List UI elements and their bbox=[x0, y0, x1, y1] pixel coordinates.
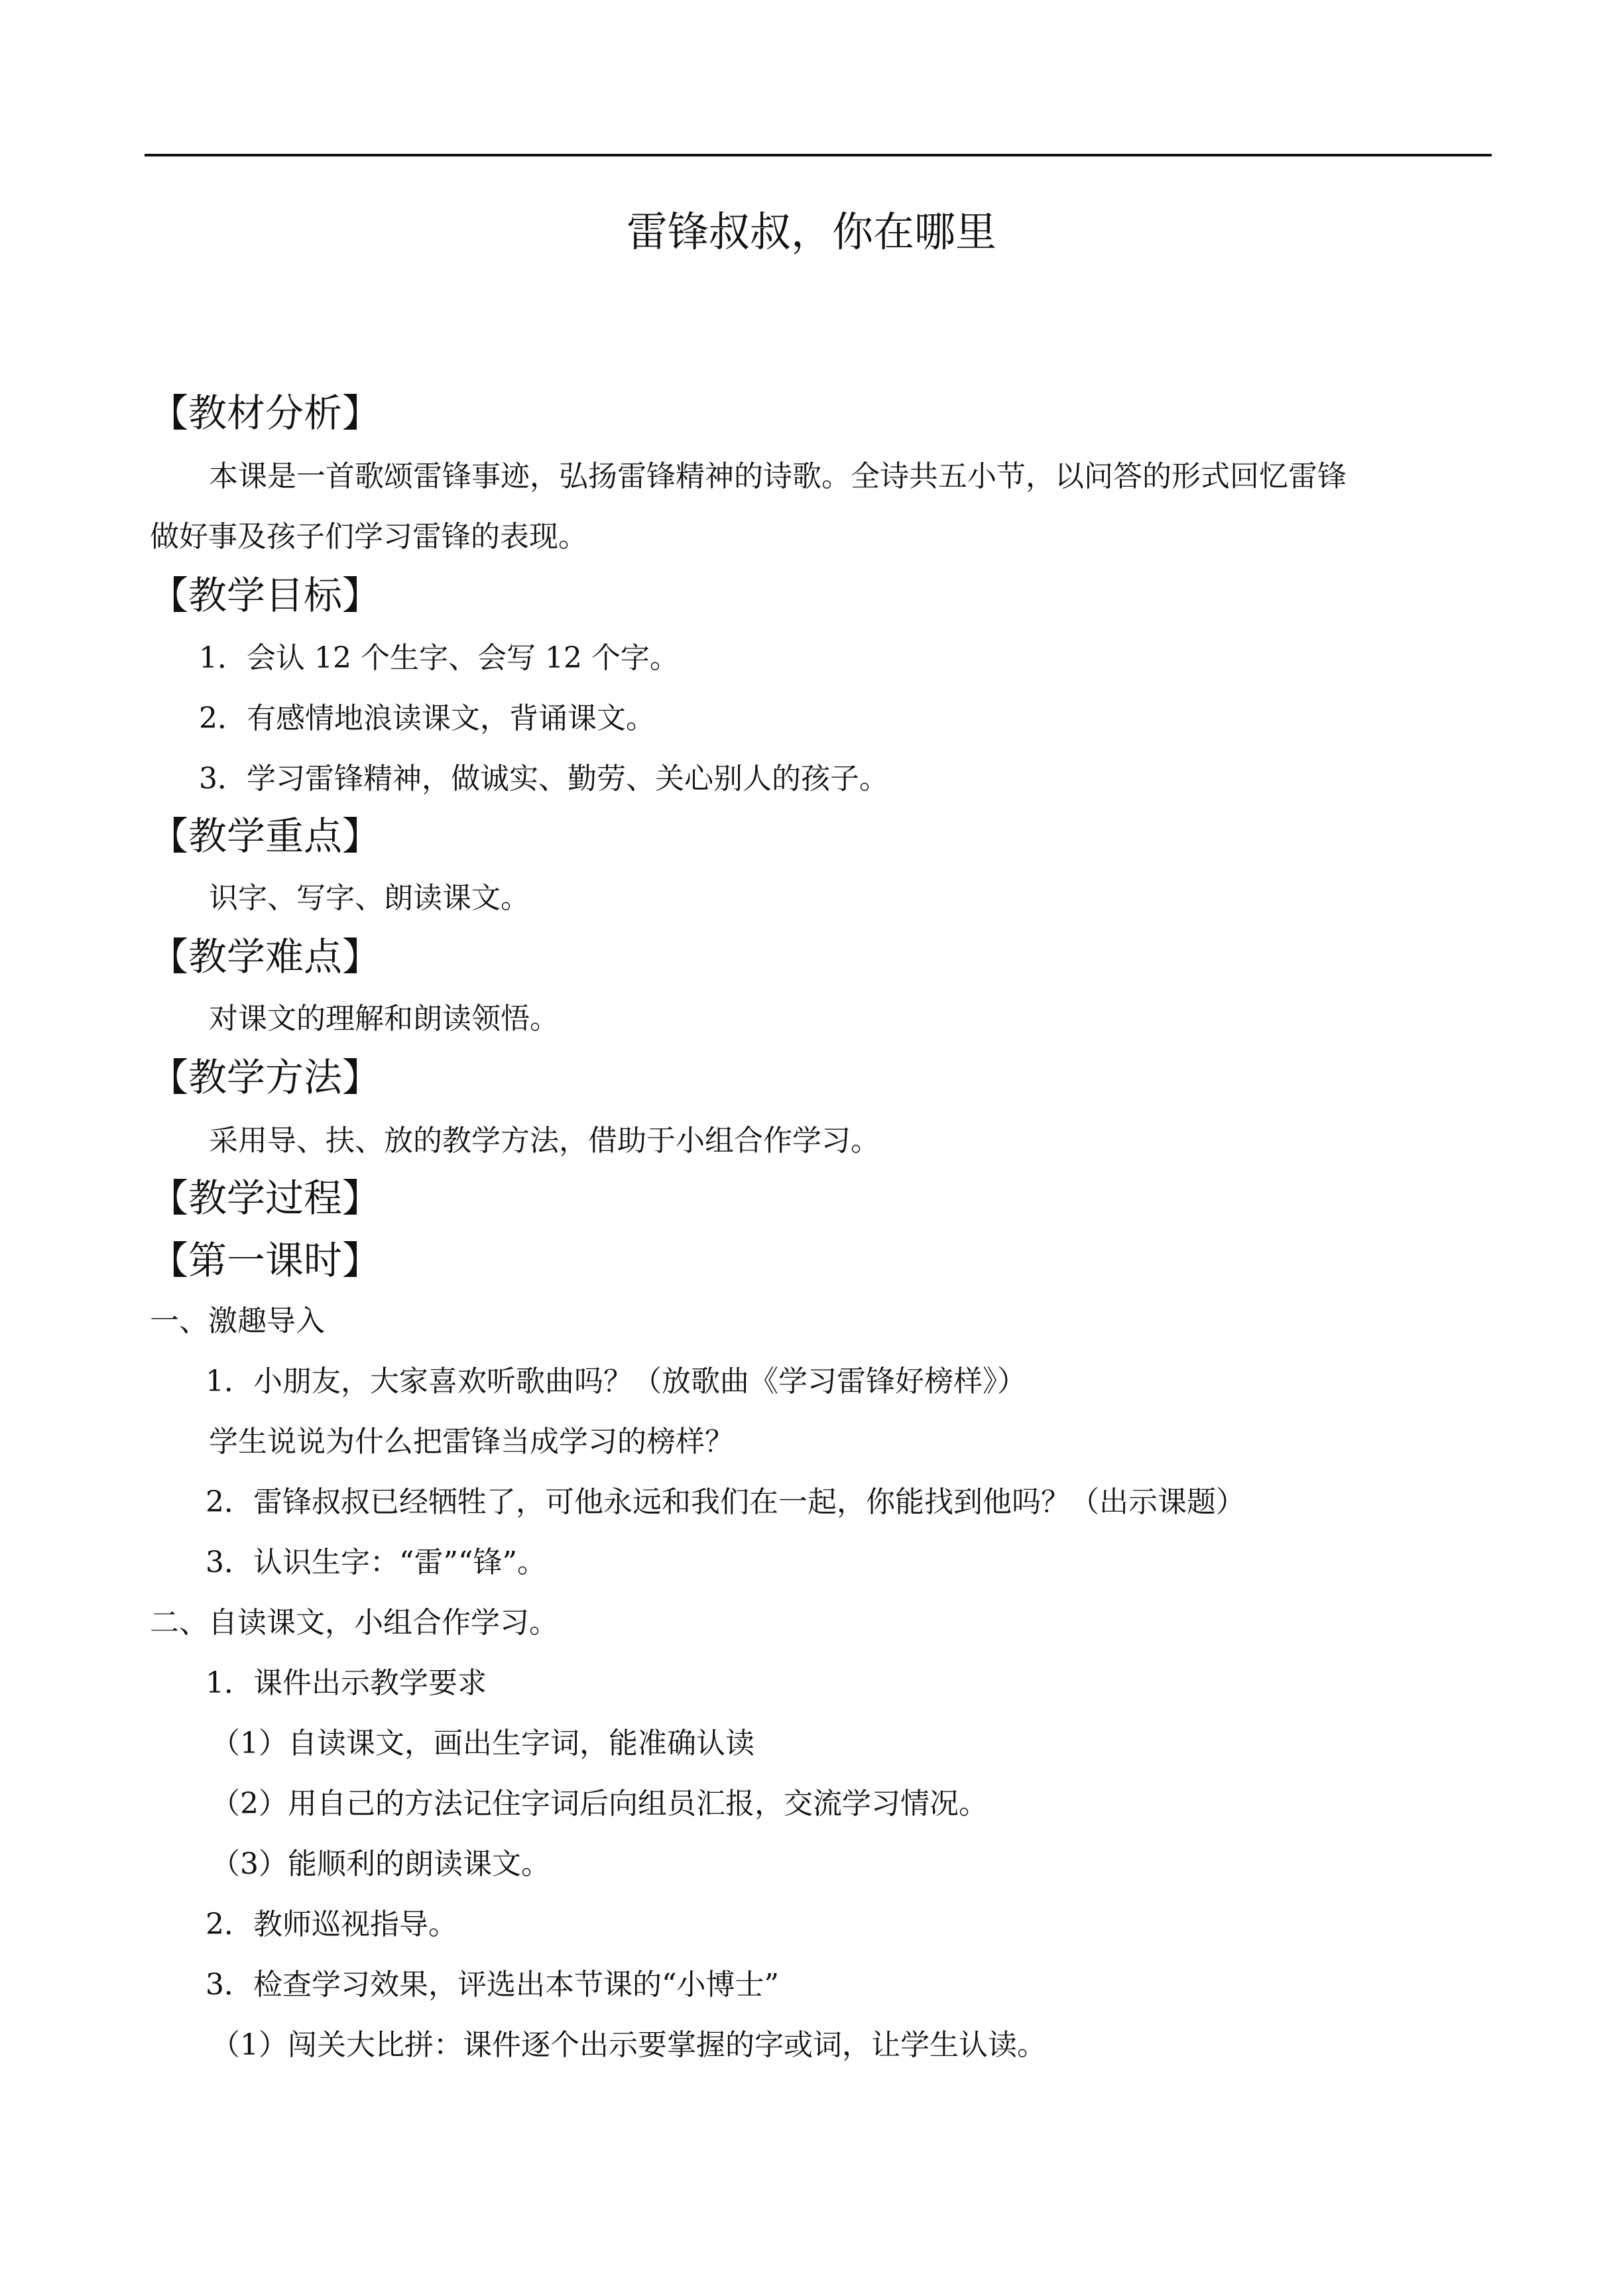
difficulties-text: 对课文的理解和朗读领悟。 bbox=[209, 1002, 559, 1036]
heading-analysis: 【教材分析】 bbox=[150, 391, 381, 436]
heading-difficulties: 【教学难点】 bbox=[150, 934, 381, 979]
heading-key-points: 【教学重点】 bbox=[150, 814, 381, 859]
part-2-line: （2）用自己的方法记住字词后向组员汇报，交流学习情况。 bbox=[211, 1787, 988, 1821]
part-1-line: 1．小朋友，大家喜欢听歌曲吗？（放歌曲《学习雷锋好榜样》） bbox=[206, 1364, 1026, 1398]
header-rule bbox=[145, 154, 1492, 156]
methods-text: 采用导、扶、放的教学方法，借助于小组合作学习。 bbox=[209, 1124, 880, 1158]
heading-process: 【教学过程】 bbox=[150, 1176, 381, 1221]
part-2-line: （3）能顺利的朗读课文。 bbox=[211, 1847, 550, 1881]
analysis-paragraph-line-1: 本课是一首歌颂雷锋事迹，弘扬雷锋精神的诗歌。全诗共五小节，以问答的形式回忆雷锋 bbox=[209, 459, 1347, 493]
part-1-title: 一、激趣导入 bbox=[150, 1304, 325, 1338]
part-2-title: 二、自读课文，小组合作学习。 bbox=[150, 1606, 558, 1640]
heading-methods: 【教学方法】 bbox=[150, 1055, 381, 1100]
part-2-line: 3．检查学习效果，评选出本节课的“小博士” bbox=[206, 1968, 779, 2002]
goal-item: 2．有感情地浪读课文，背诵课文。 bbox=[199, 701, 655, 735]
heading-goals: 【教学目标】 bbox=[150, 573, 381, 618]
part-2-line: （1）自读课文，画出生字词，能准确认读 bbox=[211, 1726, 754, 1760]
part-1-line: 学生说说为什么把雷锋当成学习的榜样？ bbox=[209, 1425, 734, 1459]
part-1-line: 3．认识生字：“雷”“锋”。 bbox=[206, 1545, 546, 1579]
goal-item: 3．学习雷锋精神，做诚实、勤劳、关心别人的孩子。 bbox=[199, 762, 888, 796]
analysis-paragraph-line-2: 做好事及孩子们学习雷锋的表现。 bbox=[150, 520, 587, 554]
part-2-line: （1）闯关大比拼：课件逐个出示要掌握的字或词，让学生认读。 bbox=[211, 2028, 1046, 2062]
goal-item: 1．会认 12 个生字、会写 12 个字。 bbox=[199, 641, 679, 675]
heading-first-lesson: 【第一课时】 bbox=[150, 1238, 381, 1283]
part-2-line: 1．课件出示教学要求 bbox=[206, 1666, 487, 1700]
part-1-line: 2．雷锋叔叔已经牺牲了，可他永远和我们在一起，你能找到他吗？（出示课题） bbox=[206, 1485, 1245, 1519]
document-title: 雷锋叔叔，你在哪里 bbox=[626, 208, 996, 256]
part-2-line: 2．教师巡视指导。 bbox=[206, 1907, 457, 1941]
key-points-text: 识字、写字、朗读课文。 bbox=[209, 881, 530, 915]
